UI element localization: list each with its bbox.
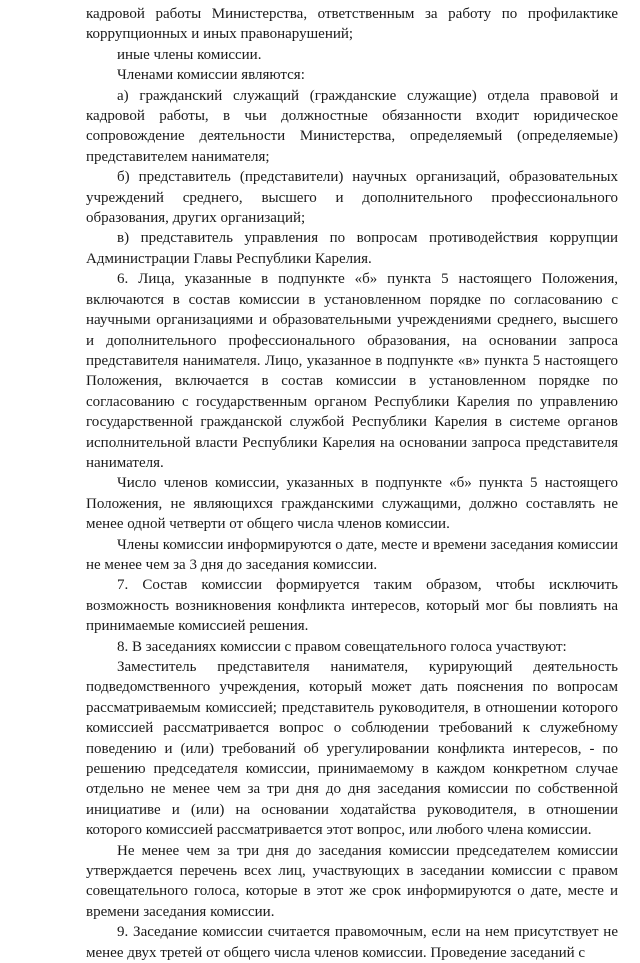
- paragraph-item-v: в) представитель управления по вопросам противодействия коррупции Администрации Главы Республики Карелия.: [86, 230, 618, 267]
- paragraph-members-intro: Членами комиссии являются:: [117, 67, 305, 84]
- paragraph-section-8: 8. В заседаниях комиссии с правом совещательного голоса участвуют:: [117, 638, 567, 655]
- paragraph-members-informed: Члены комиссии информируются о дате, месте и времени заседания комиссии не менее чем за 3 дня до заседания комиссии.: [86, 536, 618, 573]
- paragraph-item-a: а) гражданский служащий (гражданские служащие) отдела правовой и кадровой работы, в чьи должностные обязанности входит юридическое сопровождение деятельности Министерства, определяемый (определяемые) представителем нанимателя;: [86, 87, 618, 165]
- paragraph-participants-list: Не менее чем за три дня до заседания комиссии председателем комиссии утверждается перечень всех лиц, участвующих в заседании комиссии с правом совещательного голоса, которые в этот же срок информируются о дате, месте и времени заседания комиссии.: [86, 842, 618, 920]
- paragraph-deputy: Заместитель представителя нанимателя, курирующий деятельность подведомственного учреждения, который может дать пояснения по вопросам рассматриваемым комиссией; представитель руководителя, в отношении которого комиссией рассматривается вопрос о соблюдении требований к служебному поведению и (или) требований об урегулировании конфликта интересов, - по решению председателя комиссии, принимаемому в каждом конкретном случае отдельно не менее чем за три дня до дня заседания комиссии по собственной инициативе и (или) на основании ходатайства руководителя, в отношении которого комиссией рассматривается этот вопрос, или любого члена комиссии.: [86, 659, 618, 839]
- paragraph-item-b: б) представитель (представители) научных организаций, образовательных учреждений среднего, высшего и дополнительного профессионального образования, других организаций;: [86, 169, 618, 227]
- paragraph-section-7: 7. Состав комиссии формируется таким образом, чтобы исключить возможность возникновения конфликта интересов, который мог бы повлиять на принимаемые комиссией решения.: [86, 577, 618, 635]
- paragraph-section-6: 6. Лица, указанные в подпункте «б» пункта 5 настоящего Положения, включаются в состав комиссии в установленном порядке по согласованию с научными организациями и образовательными учреждениями среднего, высшего и дополнительного профессионального образования, на основании запроса представителя нанимателя. Лицо, указанное в подпункте «в» пункта 5 настоящего Положения, включается в состав комиссии в установленном порядке по согласованию с государственным органом Республики Карелия по управлению государственной гражданской службой Республики Карелия в системе органов исполнительной власти Республики Карелия на основании запроса представителя нанимателя.: [86, 271, 618, 471]
- paragraph-members-count: Число членов комиссии, указанных в подпункте «б» пункта 5 настоящего Положения, не являющихся гражданскими служащими, должно составлять не менее одной четверти от общего числа членов комиссии.: [86, 475, 618, 533]
- document-page: [86, 4, 618, 963]
- paragraph-other-members: иные члены комиссии.: [117, 46, 262, 63]
- paragraph-continuation: кадровой работы Министерства, ответственным за работу по профилактике коррупционных и иных правонарушений;: [86, 6, 618, 43]
- paragraph-section-9: 9. Заседание комиссии считается правомочным, если на нем присутствует не менее двух третей от общего числа членов комиссии. Проведение заседаний с: [86, 924, 618, 961]
